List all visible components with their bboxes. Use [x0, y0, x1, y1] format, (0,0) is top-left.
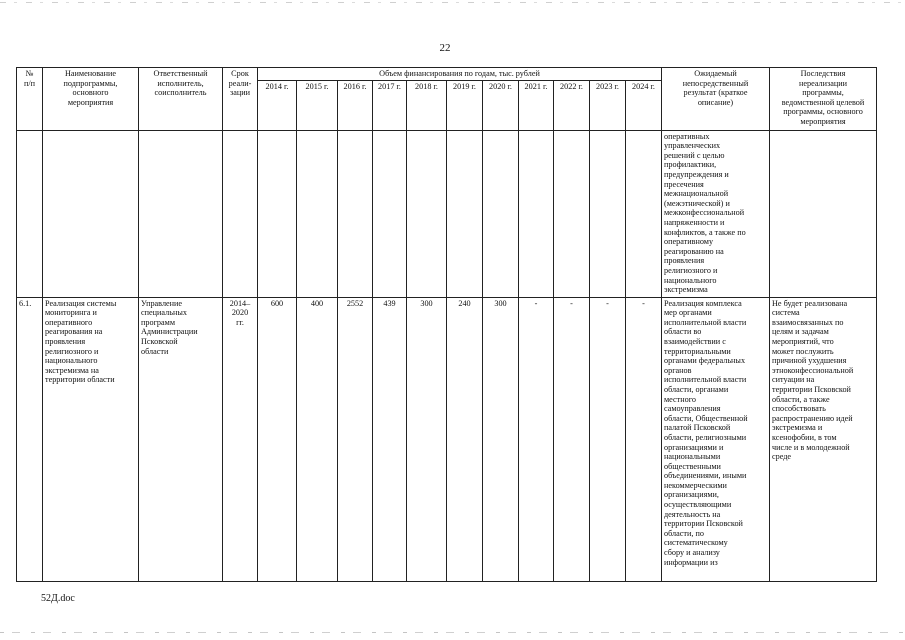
financing-table — [16, 67, 877, 582]
header-year: 2017 г. — [373, 80, 407, 130]
row-number: 6.1. — [17, 297, 43, 581]
header-year: 2022 г. — [554, 80, 590, 130]
header-year: 2024 г. — [626, 80, 662, 130]
row-value-2022: - — [554, 297, 590, 581]
header-year: 2021 г. — [519, 80, 554, 130]
row-value-2019: 240 — [447, 297, 483, 581]
header-year: 2019 г. — [447, 80, 483, 130]
empty-cell — [407, 130, 447, 297]
row-value-2017: 439 — [373, 297, 407, 581]
header-num: № п/п — [17, 68, 43, 131]
row-result: Реализация комплекса мер органами исполнительной власти области во взаимодействии с территориальными органами федеральных органов исполнительной власти области, органами местного самоуправления области, Общественной палатой Псковской области, религиозными организациями и национальными общественными объединениями, иными некоммерческими организациями, осуществляющими деятельность на территории Псковской области, по систематическому сбору и анализу информации из — [662, 297, 770, 581]
result-continuation: оперативных управленческих решений с целью профилактики, предупреждения и пресечения межнациональной (межэтнической) и межконфессиональной напряженности и конфликтов, а также по оперативному реагированию на проявления религиозного и национального экстремизма — [662, 130, 770, 297]
row-value-2018: 300 — [407, 297, 447, 581]
empty-cell — [258, 130, 297, 297]
empty-cell — [43, 130, 139, 297]
empty-cell — [373, 130, 407, 297]
header-result: Ожидаемый непосредственный результат (краткое описание) — [662, 68, 770, 131]
header-year: 2014 г. — [258, 80, 297, 130]
page-number: 22 — [439, 42, 451, 54]
empty-cell — [519, 130, 554, 297]
row-value-2015: 400 — [297, 297, 338, 581]
header-financing: Объем финансирования по годам, тыс. рублей — [258, 68, 662, 81]
empty-cell — [626, 130, 662, 297]
empty-cell — [17, 130, 43, 297]
empty-cell — [223, 130, 258, 297]
row-value-2023: - — [590, 297, 626, 581]
header-year: 2018 г. — [407, 80, 447, 130]
table-row — [17, 297, 877, 581]
row-term: 2014– 2020 гг. — [223, 297, 258, 581]
empty-cell — [554, 130, 590, 297]
empty-cell — [447, 130, 483, 297]
header-row — [17, 68, 877, 81]
header-year: 2015 г. — [297, 80, 338, 130]
row-value-2020: 300 — [483, 297, 519, 581]
row-value-2021: - — [519, 297, 554, 581]
header-consequences: Последствия нереализации программы, ведомственной целевой программы, основного мероприятия — [770, 68, 877, 131]
empty-cell — [483, 130, 519, 297]
empty-cell — [338, 130, 373, 297]
row-value-2014: 600 — [258, 297, 297, 581]
header-responsible: Ответственный исполнитель, соисполнитель — [139, 68, 223, 131]
scan-artifact-bottom — [0, 632, 905, 633]
empty-cell — [297, 130, 338, 297]
header-year: 2016 г. — [338, 80, 373, 130]
empty-cell — [139, 130, 223, 297]
footer-filename: 52Д.doc — [41, 593, 75, 604]
empty-cell — [590, 130, 626, 297]
header-year: 2020 г. — [483, 80, 519, 130]
row-value-2016: 2552 — [338, 297, 373, 581]
row-value-2024: - — [626, 297, 662, 581]
empty-cell — [770, 130, 877, 297]
row-responsible: Управление специальных программ Администрации Псковской области — [139, 297, 223, 581]
row-consequences: Не будет реализована система взаимосвязанных по целям и задачам мероприятий, что может послужить причиной ухудшения этноконфессиональной ситуации на территории Псковской области, а также способствовать распространению идей экстремизма и ксенофобии, в том числе и в молодежной среде — [770, 297, 877, 581]
scan-artifact-top — [0, 2, 905, 3]
header-year: 2023 г. — [590, 80, 626, 130]
row-name: Реализация системы мониторинга и оперативного реагирования на проявления религиозного и национального экстремизма на территории области — [43, 297, 139, 581]
table-row-continuation — [17, 130, 877, 297]
header-term: Срок реали- зации — [223, 68, 258, 131]
header-name: Наименование подпрограммы, основного мероприятия — [43, 68, 139, 131]
